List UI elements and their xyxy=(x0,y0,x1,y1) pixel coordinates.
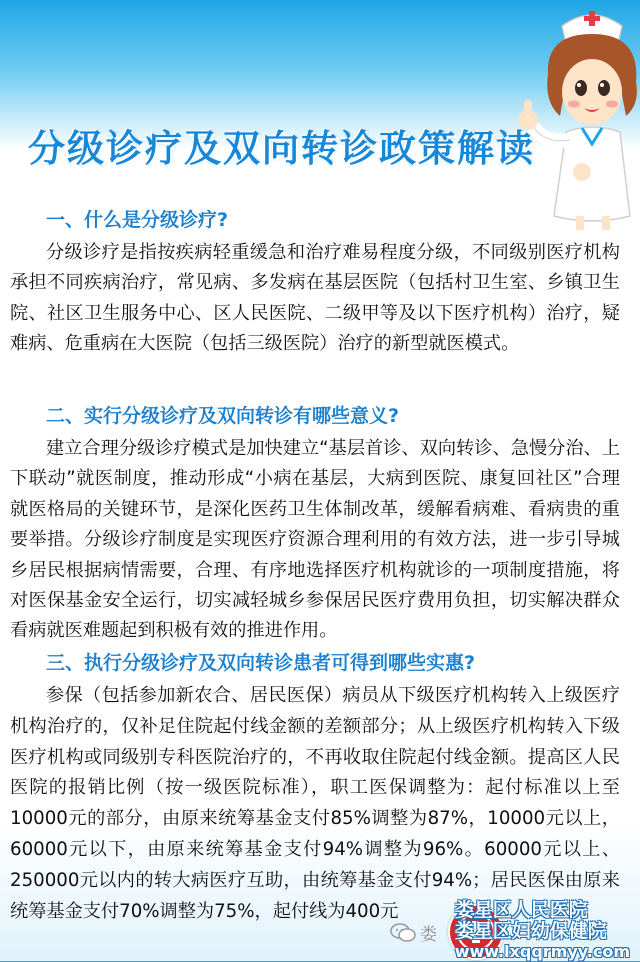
section-body: 参保（包括参加新农合、居民医保）病员从下级医疗机构转入上级医疗机构治疗的，仅补足住院起付线金额的差额部分；从上级医疗机构转入下级医疗机构或同级别专科医院治疗的，不再收取住院起付线金额。提高区人民医院的报销比例（按一级医院标准），职工医保调整为：起付标准以上至10000元的部分，由原来统筹基金支付85%调整为87%，10000元以上，60000元以下，由原来统筹基金支付94%调整为96%。60000元以上、250000元以内的转大病医疗互助，由统筹基金支付94%；居民医保由原来统筹基金支付70%调整为75%，起付线为400元 xyxy=(10,685,620,922)
wechat-watermark xyxy=(390,920,437,945)
wechat-icon xyxy=(390,922,416,944)
wechat-text: 娄 xyxy=(420,925,437,945)
section-significance xyxy=(10,401,620,647)
section-heading: 三、执行分级诊疗及双向转诊患者可得到哪些实惠? xyxy=(46,652,476,674)
page-title: 分级诊疗及双向转诊政策解读 xyxy=(28,127,535,170)
section-heading: 一、什么是分级诊疗? xyxy=(46,209,229,231)
hospital-names xyxy=(455,900,630,961)
section-benefits xyxy=(10,648,620,927)
hospital-url: www.lxqqrmyy.com xyxy=(454,942,630,961)
hospital-name-2: 娄星区妇幼保健院 xyxy=(454,920,607,942)
hospital-name-1: 娄星区人民医院 xyxy=(454,899,588,921)
section-body: 建立合理分级诊疗模式是加快建立“基层首诊、双向转诊、急慢分治、上下联动”就医制度，推动形成“小病在基层，大病到医院、康复回社区”合理就医格局的关键环节，是深化医药卫生体制改革，缓解看病难、看病贵的重要举措。分级诊疗制度是实现医疗资源合理利用的有效方法，进一步引导城乡居民根据病情需要，合理、有序地选择医疗机构就诊的一项制度措施，将对医保基金安全运行，切实减轻城乡参保居民医疗费用负担，切实解决群众看病就医难题起到积极有效的推进作用。 xyxy=(10,438,620,642)
section-body: 分级诊疗是指按疾病轻重缓急和治疗难易程度分级，不同级别医疗机构承担不同疾病治疗，常见病、多发病在基层医院（包括村卫生室、乡镇卫生院、社区卫生服务中心、区人民医院、二级甲等及以下医疗机构）治疗，疑难病、危重病在大医院（包括三级医院）治疗的新型就医模式。 xyxy=(10,242,620,355)
section-heading: 二、实行分级诊疗及双向转诊有哪些意义? xyxy=(46,405,400,427)
section-what-is xyxy=(10,205,620,360)
